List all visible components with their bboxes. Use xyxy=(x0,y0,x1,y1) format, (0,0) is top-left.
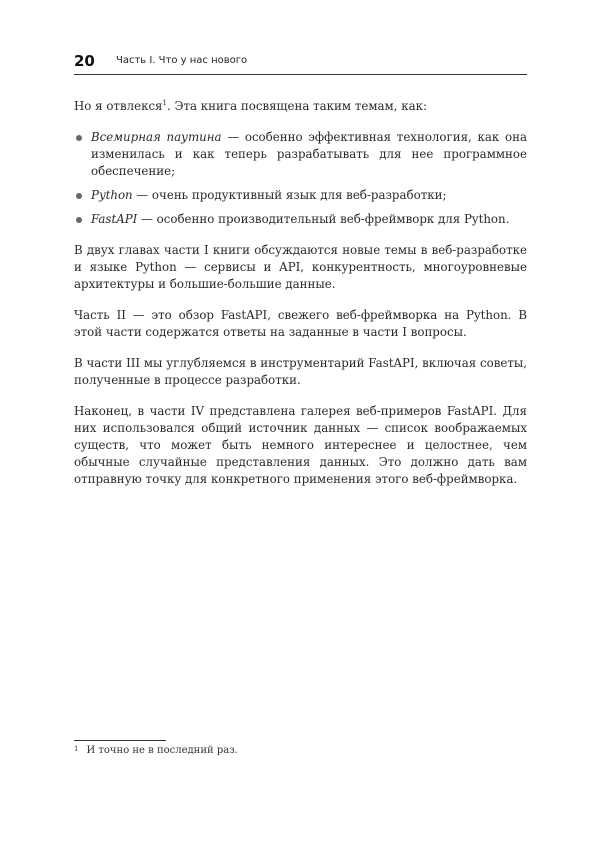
intro-rest: . Эта книга посвящена таким темам, как: xyxy=(166,99,427,113)
bullet-icon xyxy=(76,217,82,223)
intro-paragraph xyxy=(74,98,527,115)
list-item xyxy=(74,129,527,180)
topics-list xyxy=(74,129,527,228)
list-item-term: Всемирная паутина xyxy=(91,130,222,144)
running-title: Часть I. Что у нас нового xyxy=(116,55,248,66)
page-number: 20 xyxy=(74,52,95,70)
paragraph-part-three: В части III мы углубляемся в инструментарий FastAPI, включая советы, полученные в процессе разработки. xyxy=(74,356,527,387)
paragraph-part-one: В двух главах части I книги обсуждаются новые темы в веб-разработке и языке Python — сервисы и API, конкурентность, многоуровневые архитектуры и большие-большие данные. xyxy=(74,243,527,291)
paragraph-part-two: Часть II — это обзор FastAPI, свежего веб-фреймворка на Python. В этой части содержатся ответы на заданные в части I вопросы. xyxy=(74,308,527,339)
list-item xyxy=(74,211,527,228)
list-item-text: — особенно производительный веб-фреймворк для Python. xyxy=(137,212,510,226)
paragraph-part-four: Наконец, в части IV представлена галерея веб-примеров FastAPI. Для них использовался общий источник данных — список воображаемых существ, что может быть немного интереснее и целостнее, чем обычные случайные представления данных. Это должно дать вам отправную точку для конкретного применения этого веб-фреймворка. xyxy=(74,404,527,486)
list-item-term: Python xyxy=(91,188,133,202)
main-text xyxy=(74,98,527,502)
footnote-ref[interactable]: 1 xyxy=(162,99,167,108)
footnote-divider xyxy=(74,740,166,741)
list-item-text: — очень продуктивный язык для веб-разработки; xyxy=(132,188,447,202)
bullet-icon xyxy=(76,193,82,199)
list-item-text: — особенно эффективная технология, как она изменилась и как теперь разрабатывать для нее программное обеспечение; xyxy=(91,130,527,178)
footnote-number: 1 xyxy=(74,745,79,753)
footnote-text: И точно не в последний раз. xyxy=(86,745,238,756)
list-item-term: FastAPI xyxy=(91,212,138,226)
intro-text: Но я отвлекся xyxy=(74,99,163,113)
list-item xyxy=(74,187,527,204)
bullet-icon xyxy=(76,135,82,141)
footnote xyxy=(74,745,238,756)
page-header xyxy=(74,52,527,75)
